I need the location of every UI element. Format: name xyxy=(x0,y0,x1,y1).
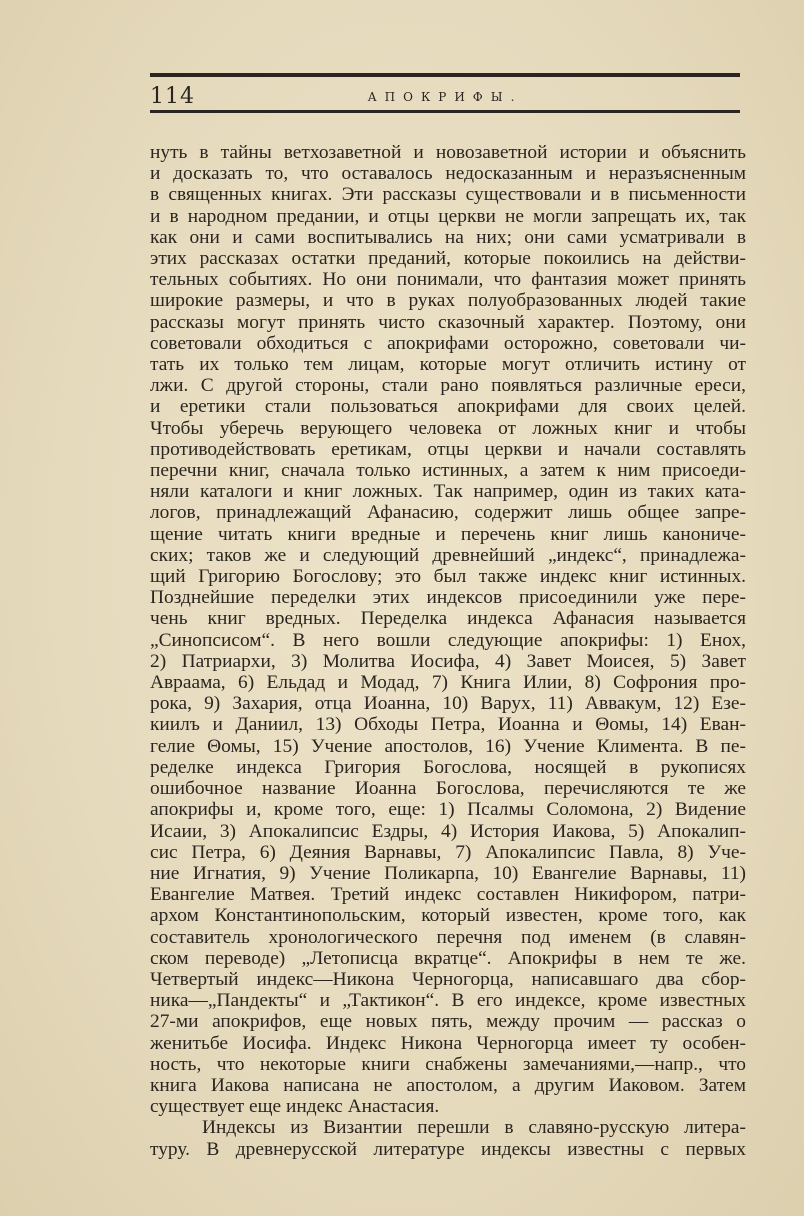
text-line: 27-ми апокрифов, еще новых пять, между прочим — рассказ о xyxy=(150,1011,746,1033)
text-line: этих рассказах остатки преданий, которые покоились на действи- xyxy=(150,248,746,270)
text-line: и еретики стали пользоваться апокрифами для своих целей. xyxy=(150,396,746,418)
text-line: гелие Θомы, 15) Учение апостолов, 16) Учение Климента. В пе- xyxy=(150,735,746,757)
body-text xyxy=(150,142,746,1160)
text-line: советовали обходиться с апокрифами осторожно, советовали чи- xyxy=(150,332,746,354)
text-line: Авраама, 6) Ельдад и Модад, 7) Книга Илии, 8) Софрония про- xyxy=(150,672,746,694)
text-line: туру. В древнерусской литературе индексы известны с первых xyxy=(150,1138,746,1160)
text-line: щий Григорию Богослову; это был также индекс книг истинных. xyxy=(150,566,746,588)
text-line: логов, принадлежащий Афанасию, содержит лишь общее запре- xyxy=(150,502,746,524)
text-line: перечни книг, сначала только истинных, а затем к ним присоеди- xyxy=(150,460,746,482)
text-line: Позднейшие переделки этих индексов присоединили уже пере- xyxy=(150,587,746,609)
text-line: ошибочное название Иоанна Богослова, перечисляются те же xyxy=(150,778,746,800)
header-rule-bottom xyxy=(150,110,740,113)
text-line: чень книг вредных. Переделка индекса Афанасия называется xyxy=(150,608,746,630)
text-line: ских; таков же и следующий древнейший „индекс“, принадлежа- xyxy=(150,544,746,566)
text-line: и в народном предании, и отцы церкви не могли запрещать их, так xyxy=(150,205,746,227)
text-line: Исаии, 3) Апокалипсис Ездры, 4) История Иакова, 5) Апокалип- xyxy=(150,820,746,842)
text-line: женитьбе Иосифа. Индекс Никона Черногорца имеет ту особен- xyxy=(150,1032,746,1054)
text-line: Индексы из Византии перешли в славяно-русскую литера- xyxy=(202,1117,746,1139)
text-line: широкие размеры, и что в руках полуобразованных людей такие xyxy=(150,290,746,312)
running-head: АПОКРИФЫ. xyxy=(367,90,523,104)
text-line: Четвертый индекс—Никона Черногорца, написавшаго два сбор- xyxy=(150,968,746,990)
text-line: ском переводе) „Летописца вкратце“. Апокрифы в нем те же. xyxy=(150,947,746,969)
text-line: как они и сами воспитывались на них; они сами усматривали в xyxy=(150,226,746,248)
text-line: книга Иакова написана не апостолом, а другим Иаковом. Затем xyxy=(150,1074,746,1096)
text-line: противодействовать еретикам, отцы церкви и начали составлять xyxy=(150,438,746,460)
text-line: и досказать то, что оставалось недосказанным и неразъясненным xyxy=(150,163,746,185)
text-line: лжи. С другой стороны, стали рано появляться различные ереси, xyxy=(150,375,746,397)
text-line: нуть в тайны ветхозаветной и новозаветной истории и объяснить xyxy=(150,142,746,163)
text-line: составитель хронологического перечня под именем (в славян- xyxy=(150,926,746,948)
text-line: сис Петра, 6) Деяния Варнавы, 7) Апокалипсис Павла, 8) Уче- xyxy=(150,841,746,863)
text-line: архом Константинопольским, который известен, кроме того, как xyxy=(150,905,746,927)
text-line: ность, что некоторые книги снабжены замечаниями,—напр., что xyxy=(150,1053,746,1075)
text-line: 2) Патриархи, 3) Молитва Иосифа, 4) Завет Моисея, 5) Завет xyxy=(150,650,746,672)
text-line: в священных книгах. Эти рассказы существовали и в письменности xyxy=(150,184,746,206)
text-line: няли каталоги и книг ложных. Так например, один из таких ката- xyxy=(150,481,746,503)
text-line: ние Игнатия, 9) Учение Поликарпа, 10) Евангелие Варнавы, 11) xyxy=(150,862,746,884)
text-line: тать их только тем лицам, которые могут отличить истину от xyxy=(150,354,746,376)
page-number: 114 xyxy=(150,84,195,109)
text-line: ределке индекса Григория Богослова, носящей в рукописях xyxy=(150,756,746,778)
text-line: существует еще индекс Анастасия. xyxy=(150,1096,440,1118)
text-line: киилъ и Даниил, 13) Обходы Петра, Иоанна и Θомы, 14) Еван- xyxy=(150,714,746,736)
text-line: рока, 9) Захария, отца Иоанна, 10) Варух, 11) Аввакум, 12) Езе- xyxy=(150,693,746,715)
text-line: щение читать книги вредные и перечень книг лишь канониче- xyxy=(150,523,746,545)
text-line: рассказы могут принять чисто сказочный характер. Поэтому, они xyxy=(150,311,746,333)
text-line: Чтобы уберечь верующего человека от ложных книг и чтобы xyxy=(150,417,746,439)
text-line: Евангелие Матвея. Третий индекс составлен Никифором, патри- xyxy=(150,884,746,906)
text-line: апокрифы и, кроме того, еще: 1) Псалмы Соломона, 2) Видение xyxy=(150,799,746,821)
text-line: „Синопсисом“. В него вошли следующие апокрифы: 1) Енох, xyxy=(150,629,746,651)
text-line: ника—„Пандекты“ и „Тактикон“. В его индексе, кроме известных xyxy=(150,990,746,1012)
header-rule-top xyxy=(150,73,740,77)
text-line: тельных событиях. Но они понимали, что фантазия может принять xyxy=(150,269,746,291)
